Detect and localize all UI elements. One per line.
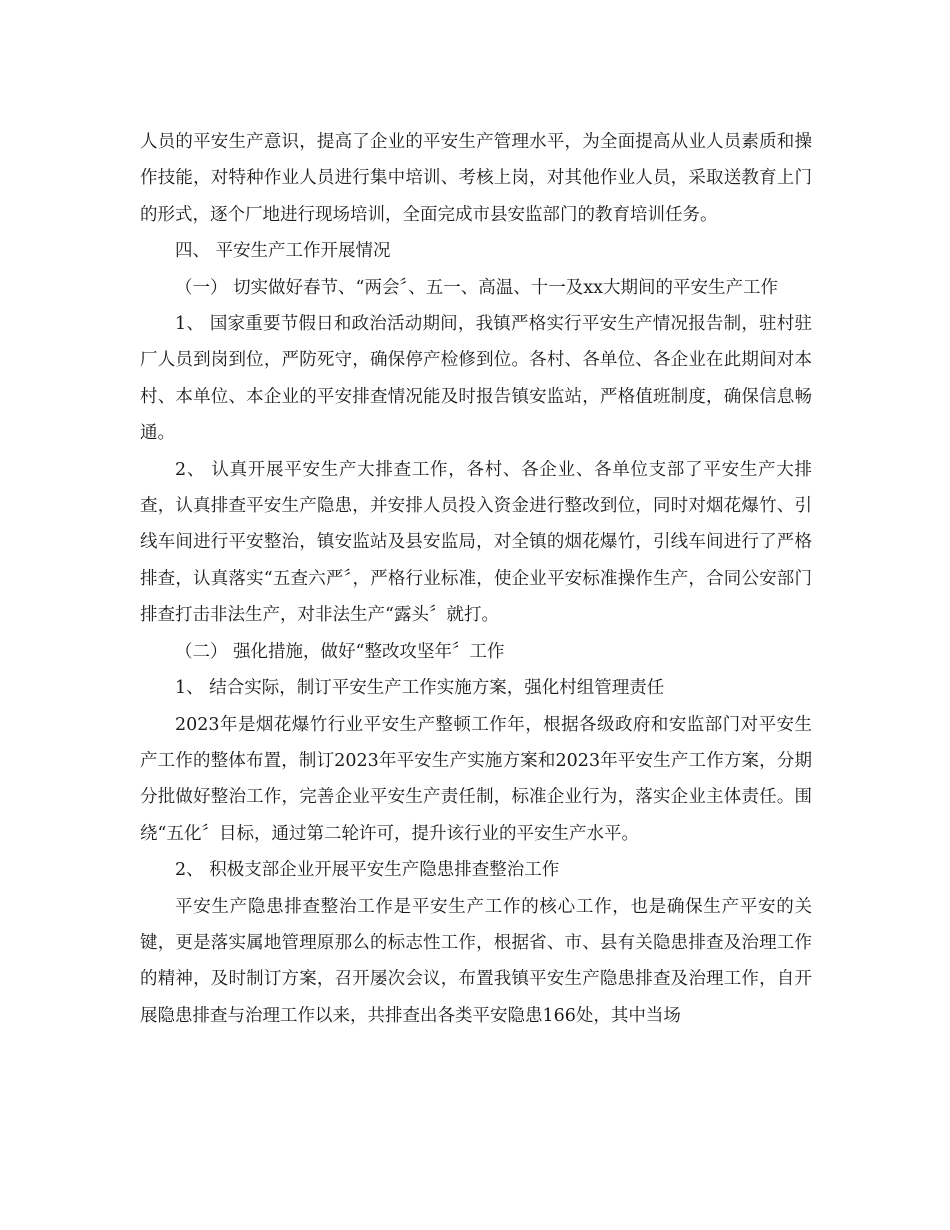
paragraph-hazard-investigation: 平安生产隐患排查整治工作是平安生产工作的核心工作，也是确保生产平安的关键，更是落实属地管理原那么的标志性工作，根据省、市、县有关隐患排查及治理工作的精神，及时制订方案，召开屡次会议，布置我镇平安生产隐患排查及治理工作，自开展隐患排查与治理工作以来，共排查出各类平安隐患166处，其中当场 [140,896,812,1026]
item-heading-hazard-investigation: 2、 积极支部企业开展平安生产隐患排查整治工作 [175,860,560,881]
section-heading-four: 四、 平安生产工作开展情况 [175,241,391,262]
subsection-heading-two: （二） 强化措施，做好“整改攻坚年〞工作 [175,641,505,662]
document-body [140,124,812,1034]
paragraph-rectification-year: 2023年是烟花爆竹行业平安生产整顿工作年，根据各级政府和安监部门对平安生产工作的整体布置，制订2023年平安生产实施方案和2023年平安生产工作方案，分期分批做好整治工作，完善企业平安生产责任制，标准企业行为，落实企业主体责任。围绕“五化〞目标，通过第二轮许可，提升该行业的平安生产水平。 [140,714,812,844]
item-heading-implementation-plan: 1、 结合实际，制订平安生产工作实施方案，强化村组管理责任 [175,678,665,699]
paragraph-inspection-work: 2、 认真开展平安生产大排查工作，各村、各企业、各单位支部了平安生产大排查，认真排查平安生产隐患，并安排人员投入资金进行整改到位，同时对烟花爆竹、引线车间进行平安整治，镇安监站及县安监局，对全镇的烟花爆竹，引线车间进行了严格排查，认真落实“五查六严〞，严格行业标准，使企业平安标准操作生产，合同公安部门排查打击非法生产，对非法生产“露头〞就打。 [140,459,812,626]
paragraph-holiday-reporting: 1、 国家重要节假日和政治活动期间，我镇严格实行平安生产情况报告制，驻村驻厂人员到岗到位，严防死守，确保停产检修到位。各村、各单位、各企业在此期间对本村、本单位、本企业的平安排查情况能及时报告镇安监站，严格值班制度，确保信息畅通。 [140,314,812,444]
paragraph-training-continued: 人员的平安生产意识，提高了企业的平安生产管理水平，为全面提高从业人员素质和操作技能，对特种作业人员进行集中培训、考核上岗，对其他作业人员，采取送教育上门的形式，逐个厂地进行现场培训，全面完成市县安监部门的教育培训任务。 [140,132,812,225]
subsection-heading-one: （一） 切实做好春节、“两会〞、五一、高温、十一及xx大期间的平安生产工作 [175,277,778,298]
